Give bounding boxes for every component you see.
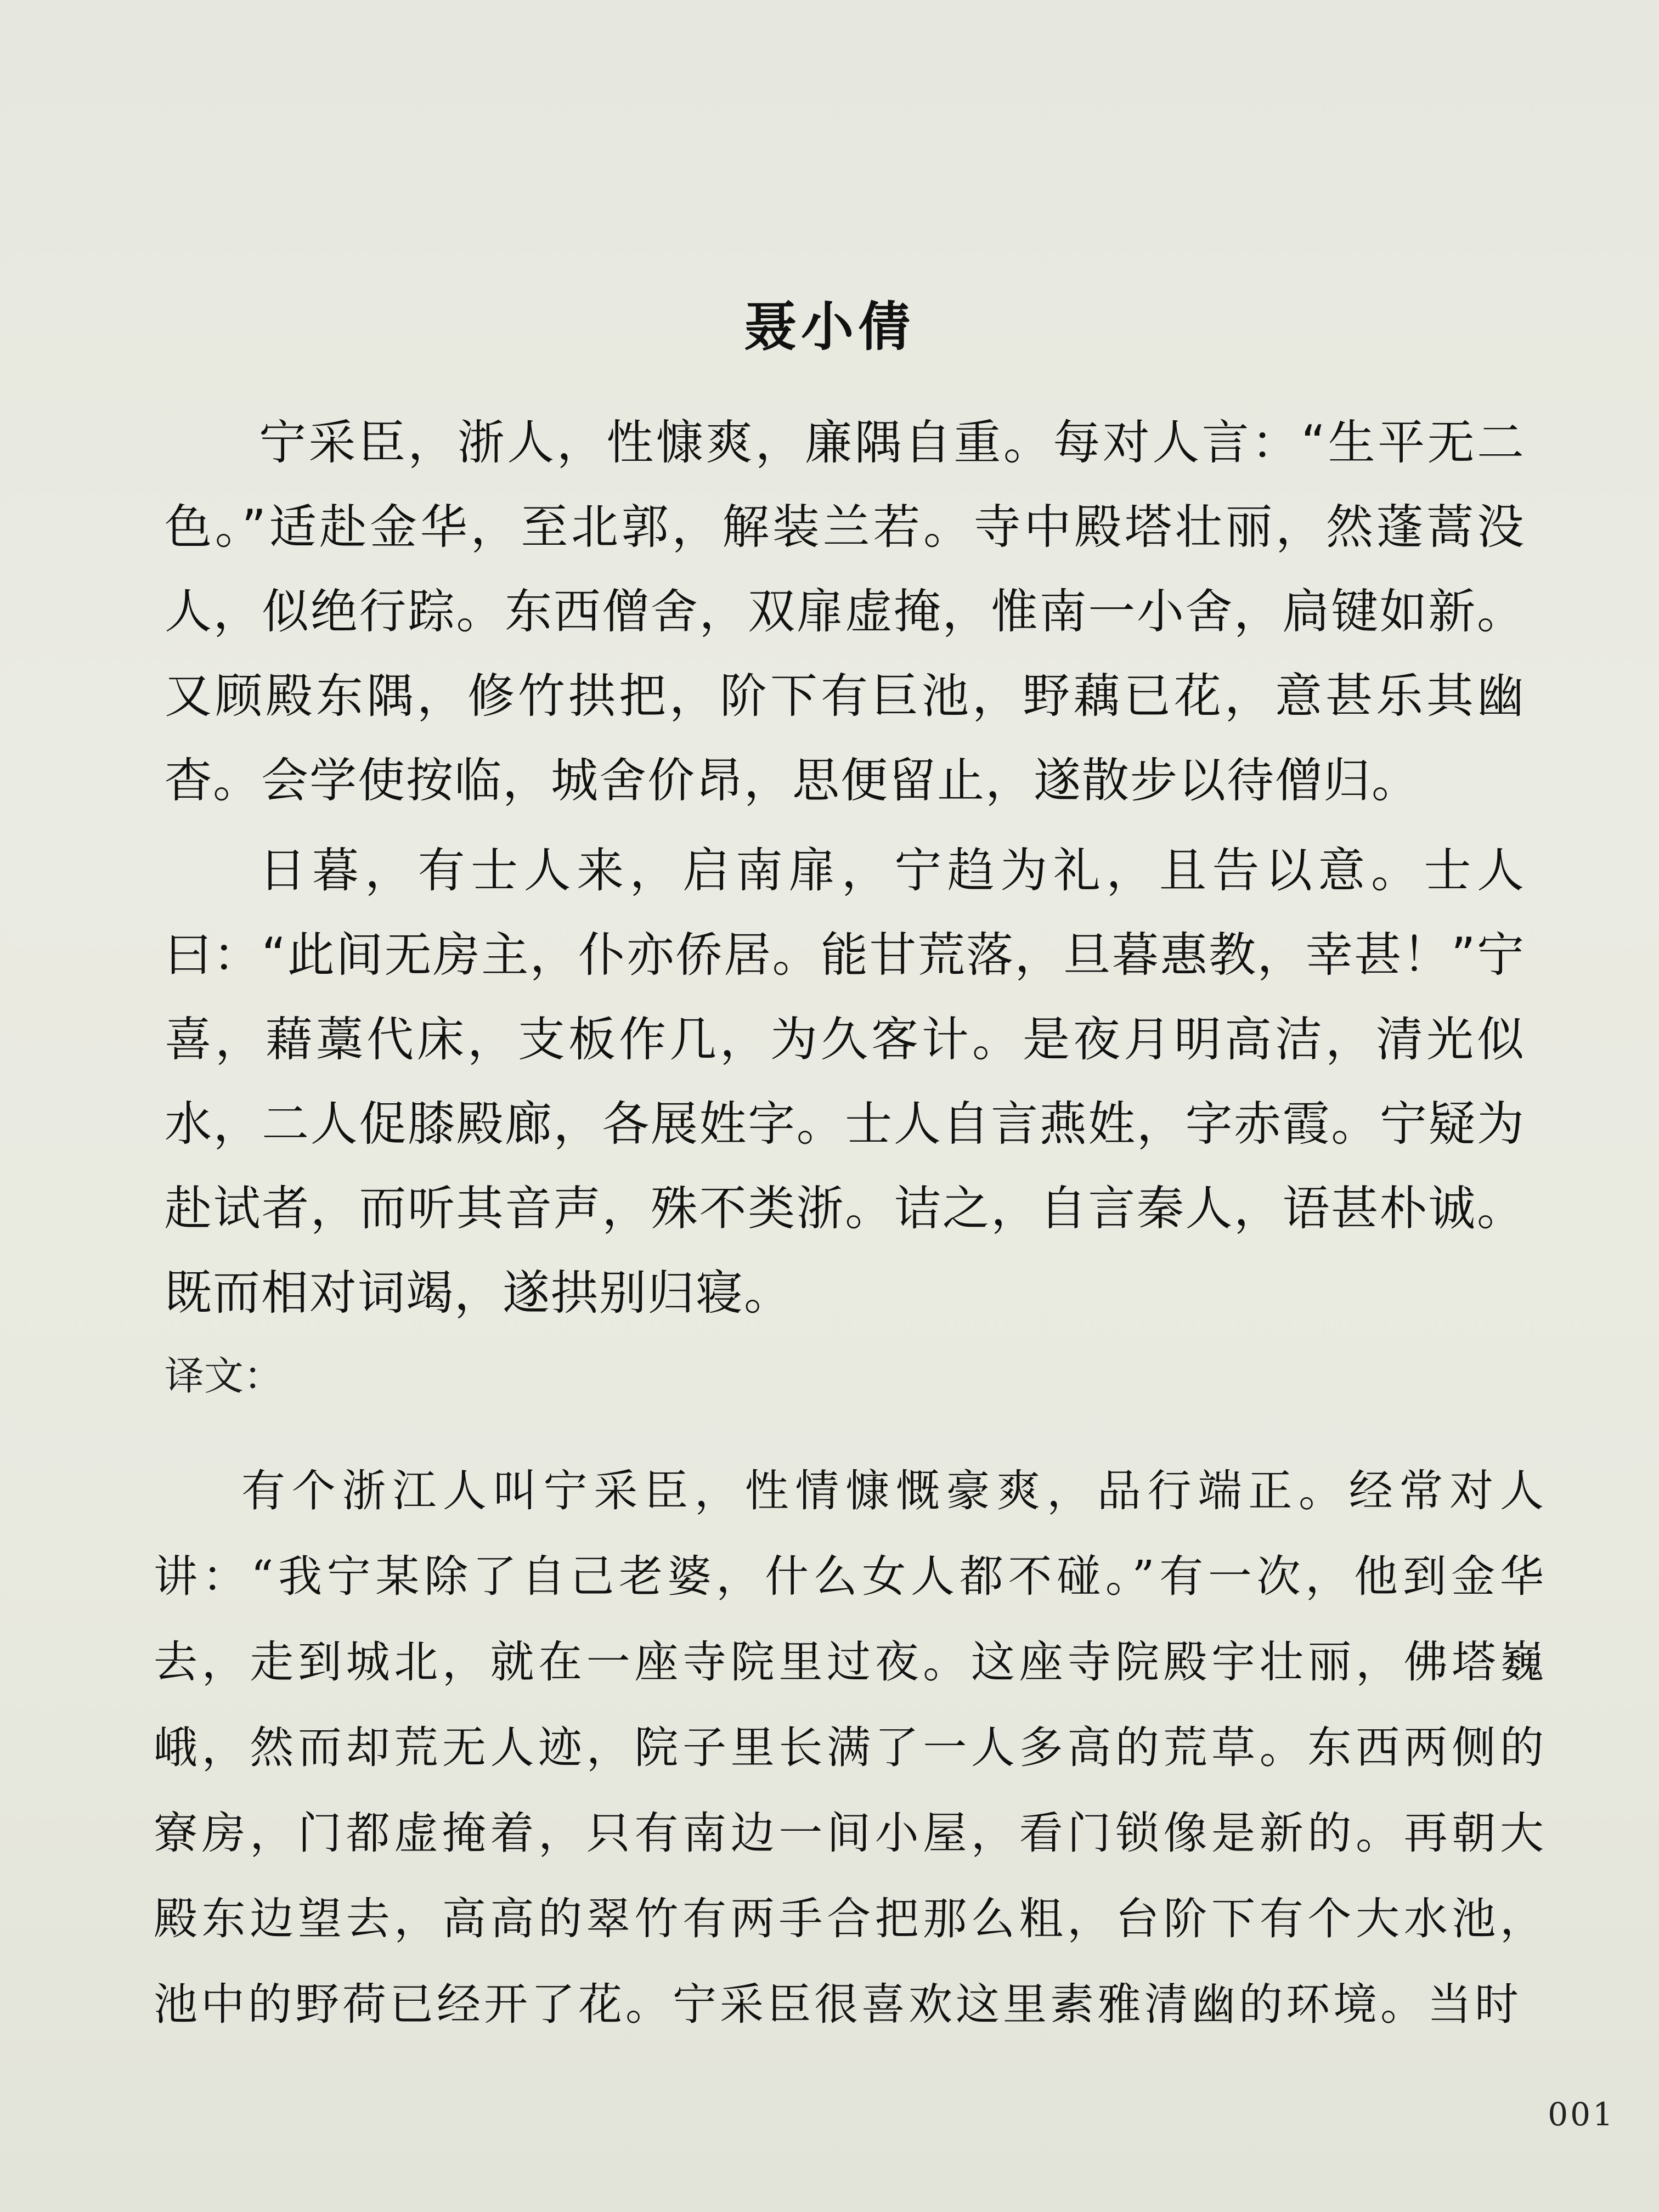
original-paragraph-1: 宁采臣，浙人，性慷爽，廉隅自重。每对人言：“生平无二色。”适赴金华，至北郭，解装兰若。寺中殿塔壮丽，然蓬蒿没人，似绝行踪。东西僧舍，双扉虚掩，惟南一小舍，扃键如新。又顾殿东隅，修竹拱把，阶下有巨池，野藕已花，意甚乐其幽杳。会学使按临，城舍价昂，思便留止，遂散步以待僧归。 <box>165 415 1525 808</box>
translation-label: 译文： <box>165 1353 284 1399</box>
original-text <box>165 400 1525 1341</box>
original-paragraph-2: 日暮，有士人来，启南扉，宁趋为礼，且告以意。士人曰：“此间无房主，仆亦侨居。能甘荒落，旦暮惠教，幸甚！”宁喜，藉藁代床，支板作几，为久客计。是夜月明高洁，清光似水，二人促膝殿廊，各展姓字。士人自言燕姓，字赤霞。宁疑为赴试者，而听其音声，殊不类浙。诘之，自言秦人，语甚朴诚。既而相对词竭，遂拱别归寝。 <box>165 843 1525 1321</box>
translation-paragraph-1: 有个浙江人叫宁采臣，性情慷慨豪爽，品行端正。经常对人讲：“我宁某除了自己老婆，什么女人都不碰。”有一次，他到金华去，走到城北，就在一座寺院里过夜。这座寺院殿宇壮丽，佛塔巍峨，然而却荒无人迹，院子里长满了一人多高的荒草。东西两侧的寮房，门都虚掩着，只有南边一间小屋，看门锁像是新的。再朝大殿东边望去，高高的翠竹有两手合把那么粗，台阶下有个大水池，池中的野荷已经开了花。宁采臣很喜欢这里素雅清幽的环境。当时 <box>154 1465 1547 2030</box>
chapter-title: 聂小倩 <box>744 296 915 358</box>
page-number: 001 <box>1548 2096 1615 2133</box>
translation-text <box>154 1448 1547 2047</box>
